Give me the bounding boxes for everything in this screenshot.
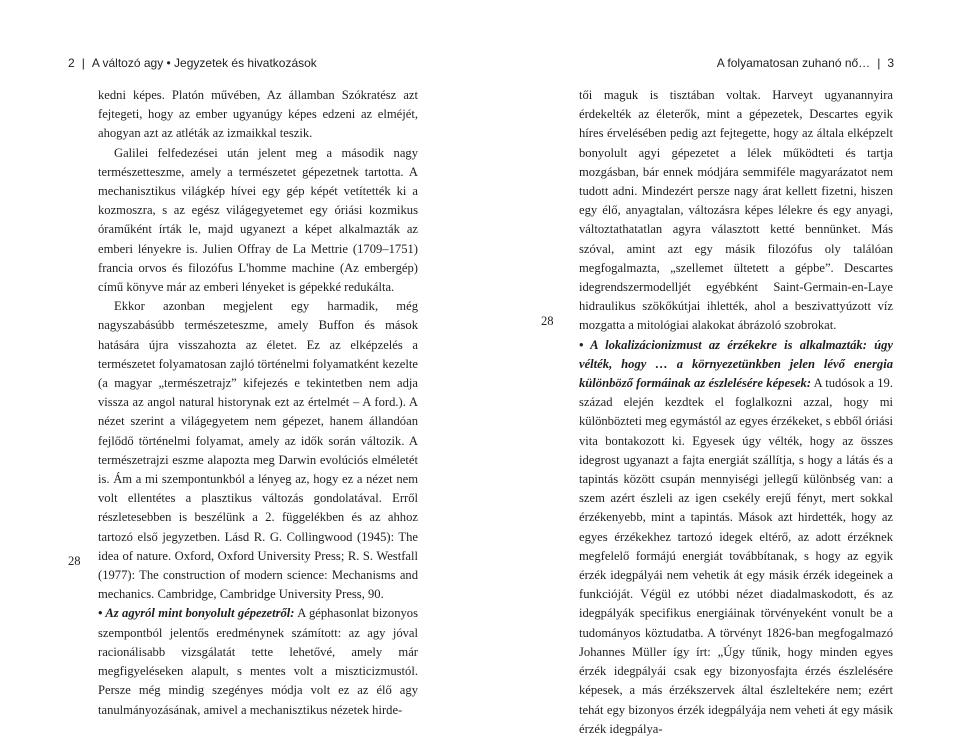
paragraph: tői maguk is tisztában voltak. Harveyt ugyanannyira érdekelték az életerők, mint a gépezetek, Descartes egyik híres érvelésében pedig azt fejtegette, hogy az általa elképzelt bonyolult agyi gépezetet a lélek működteti és tartja mozgásban, bár ennek módjára semmiféle magyarázatot nem tudott adni. Mindezért persze nagy árat kellett fizetni, hiszen egy élő, anyagtalan, változásra képes lélekre és egy anyagi, változtathatatlan agyra választott ketté bennünket. Más szóval, amint azt egy másik filozófus oly találóan megfogalmazta, „szellemet ültetett a gépbe”. Descartes idegrendszermodelljét egyébként Saint-Germain-en-Laye hidraulikus szökőkútjai ihlették, ahol a beszivattyúzott víz mozgatta a mitológiai alakokat ábrázoló szobrokat. (579, 88, 893, 333)
note-heading: • A lokalizácionizmust az érzékekre is alkalmazták: úgy vélték, hogy … a környezetünkben jelen lévő energia különböző formáinak az észlelésére képesek: (579, 337, 893, 391)
note-entry (579, 336, 893, 739)
right-page-number: 3 (887, 56, 894, 70)
note-heading: • Az agyról mint bonyolult gépezetről: (98, 606, 295, 621)
paragraph: kedni képes. Platón művében, Az államban Szókratész azt fejtegeti, hogy az ember ugyanúgy képes edzeni az elméjét, ahogyan azt az atléták az izmaikkal teszik. (98, 88, 418, 141)
header-separator: | (877, 56, 881, 70)
left-margin-note-number: 28 (68, 554, 81, 568)
left-header-title: A változó agy • Jegyzetek és hivatkozások (91, 56, 317, 70)
left-running-header (68, 56, 317, 70)
note-entry (98, 604, 418, 719)
right-running-header (717, 56, 894, 70)
right-header-title: A folyamatosan zuhanó nő… (716, 56, 871, 70)
paragraph: Galilei felfedezései után jelent meg a második nagy természetteszme, amely a természetet gépezetnek tartotta. A mechanisztikus világkép hívei egy gép képét vetítették ki a kozmoszra, s az egész világegyetemet egy óriási kozmikus óraműként írták le, majd ugyanezt a képet alkalmazták az emberi lényekre is. Julien Offray de La Mettrie (1709–1751) francia orvos és filozófus L'homme machine (Az embergép) című könyve már az emberi lényeket is gépekké redukálta. (98, 145, 418, 295)
left-page-number: 2 (68, 56, 75, 70)
note-body: A géphasonlat bizonyos szempontból jelentős eredménynek számított: az agy jóval racionálisabb vizsgálatát tette lehetővé, amely már megfigyeléseken alapult, s mentes volt a miszticizmustól. Persze még mindig szegényes módja volt ez az élő agy tanulmányozásának, amivel a mechanisztikus nézetek hirde- (98, 606, 418, 717)
header-separator: | (81, 56, 85, 70)
right-margin-note-number: 28 (541, 314, 554, 328)
right-page-text (579, 86, 893, 739)
left-page-text (98, 86, 418, 720)
paragraph: Ekkor azonban megjelent egy harmadik, még nagyszabásúbb természeteszme, amely Buffon és mások hatására újra visszahozta az életet. Ez az elképzelés a természetet folyamatosan zajló történelmi folyamatként kezelte (a magyar „természetrajz” kifejezés e tekintetben nem adja vissza az angol natural historynak ezt az értelmét – A ford.). A nézet szerint a világegyetem nem gépezet, hanem állandóan fejlődő történelmi folyamat, amely az idők során változik. A természetrajzi eszme alapozta meg Darwin evolúciós elméletét is. Ám a mi szempontunkból a lényeg az, hogy ez a nézet nem volt ellentétes a plasztikus változás gondolatával. Erről részletesebben is beszélünk a 2. függelékben és az ahhoz tartozó első jegyzetben. Lásd R. G. Collingwood (1945): The idea of nature. Oxford, Oxford University Press; R. S. Westfall (1977): The construction of modern science: Mechanisms and mechanics. Cambridge, Cambridge University Press, 90. (98, 299, 418, 602)
note-body: A tudósok a 19. század elején kezdtek el foglalkozni azzal, hogy mi különbözteti meg egymástól az egyes érzékeket, s ebből óriási vita bontakozott ki. Egyesek úgy vélték, hogy az összes idegrost ugyanazt a fajta energiát szállítja, s hogy a látás és a tapintás között csupán mennyiségi jellegű különbség van: a szem azért észleli az igen csekély erejű fényt, mert sokkal érzékenyebb, mint a tapintás. Mások azt hirdették, hogy az egyes érzékekhez tartozó idegek eltérő, az adott érzéknek megfelelő formájú energiát továbbítanak, s hogy az egyik érzék idegpályái nem vehetik át egy másik érzék idegeinek a funkcióját. Végül ez utóbbi nézet diadalmaskodott, és az idegpályák specifikus energiáinak törvényeként vonult be a tudományos köztudatba. A törvényt 1826-ban megfogalmazó Johannes Müller így írt: „Úgy tűnik, hogy minden egyes érzék idegpályái csak egy bizonyosfajta érzés észlelésére képesek, a más érzékszervek által észleltekére nem; ezért tehát egy bizonyos érzék idegpályája nem veheti át egy másik érzék idegpálya- (579, 376, 893, 736)
